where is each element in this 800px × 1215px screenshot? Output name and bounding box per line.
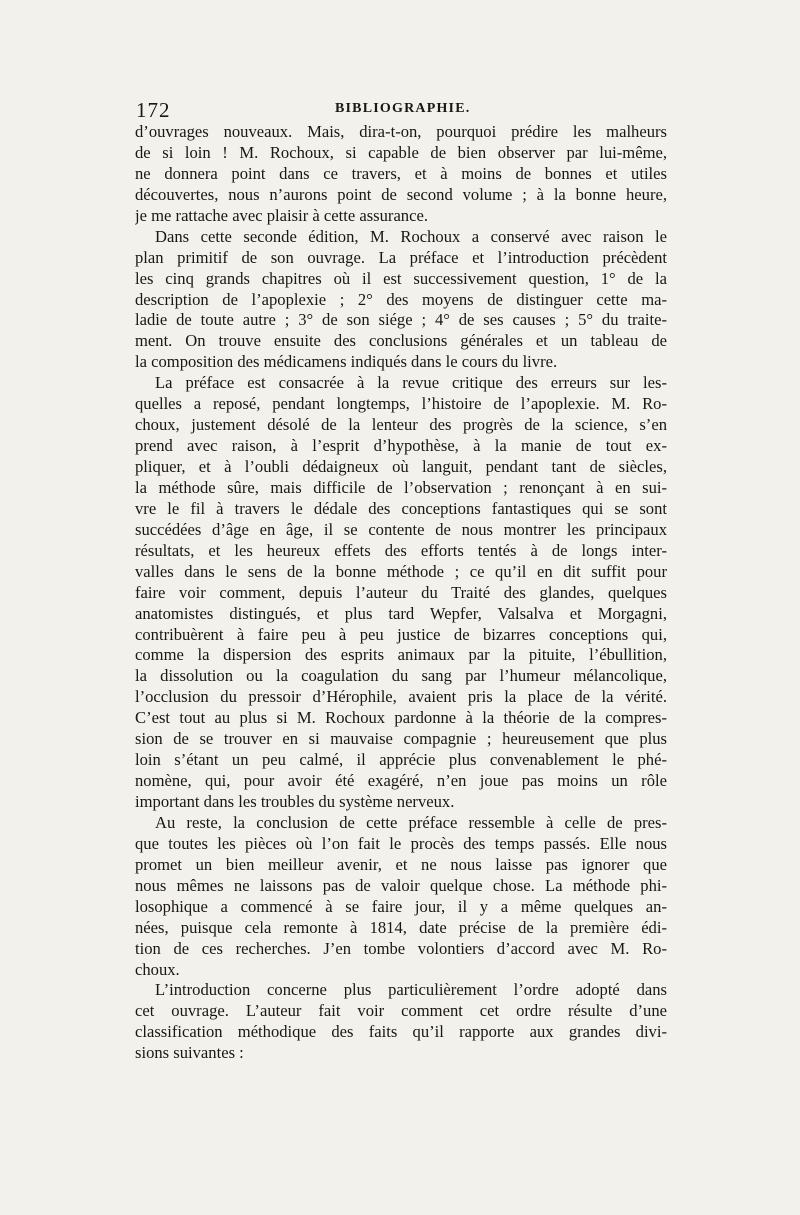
text-line: la méthode sûre, mais difficile de l’observation ; renonçant à en sui-	[135, 477, 667, 497]
text-line: que toutes les pièces où l’on fait le procès des temps passés. Elle nous	[135, 833, 667, 853]
text-line: cet ouvrage. L’auteur fait voir comment cet ordre résulte d’une	[135, 1001, 667, 1021]
text-line: ne donnera point dans ce travers, et à moins de bonnes et utiles	[135, 163, 667, 183]
text-line: plan primitif de son ouvrage. La préface et l’introduction précèdent	[135, 247, 667, 267]
text-line: quelles a reposé, pendant longtemps, l’histoire de l’apoplexie. M. Ro-	[135, 394, 667, 414]
text-line: résultats, et les heureux effets des efforts tentés à de longs inter-	[135, 540, 667, 560]
text-line: losophique a commencé à se faire jour, il y a même quelques an-	[135, 896, 667, 916]
text-line: de si loin ! M. Rochoux, si capable de bien observer par lui-même,	[135, 142, 667, 162]
page-header	[136, 98, 666, 122]
text-line: vre le fil à travers le dédale des conceptions fantastiques qui se sont	[135, 498, 667, 518]
running-head: BIBLIOGRAPHIE.	[335, 101, 471, 116]
text-line: promet un bien meilleur avenir, et ne nous laisse pas ignorer que	[135, 854, 667, 874]
text-line: l’occlusion du pressoir d’Hérophile, avaient pris la place de la vérité.	[135, 687, 667, 707]
body-text	[135, 122, 667, 1064]
text-line: choux.	[135, 959, 180, 979]
text-line: nées, puisque cela remonte à 1814, date précise de la première édi-	[135, 917, 667, 937]
text-line: les cinq grands chapitres où il est successivement question, 1° de la	[135, 268, 667, 288]
text-line: contribuèrent à faire peu à peu justice de bizarres conceptions qui,	[135, 624, 667, 644]
text-line: nous mêmes ne laissons pas de valoir quelque chose. La méthode phi-	[135, 875, 667, 895]
text-line: ment. On trouve ensuite des conclusions générales et un tableau de	[135, 331, 667, 351]
text-line: la dissolution ou la coagulation du sang par l’humeur mélancolique,	[135, 666, 667, 686]
text-line: découvertes, nous n’aurons point de second volume ; à la bonne heure,	[135, 184, 667, 204]
text-line: faire voir comment, depuis l’auteur du Traité des glandes, quelques	[135, 582, 667, 602]
text-line: je me rattache avec plaisir à cette assurance.	[135, 205, 428, 225]
text-line: description de l’apoplexie ; 2° des moyens de distinguer cette ma-	[135, 289, 667, 309]
text-line: comme la dispersion des esprits animaux par la pituite, l’ébullition,	[135, 645, 667, 665]
text-line: La préface est consacrée à la revue critique des erreurs sur les-	[155, 373, 667, 393]
page-number: 172	[136, 98, 171, 122]
text-line: prend avec raison, à l’esprit d’hypothèse, à la manie de tout ex-	[135, 436, 667, 456]
text-line: anatomistes distingués, et plus tard Wepfer, Valsalva et Morgagni,	[135, 603, 667, 623]
text-line: important dans les troubles du système nerveux.	[135, 792, 455, 811]
text-line: valles dans le sens de la bonne méthode ; ce qu’il en dit suffit pour	[135, 561, 667, 581]
text-line: classification méthodique des faits qu’il rapporte aux grandes divi-	[135, 1022, 667, 1042]
text-line: tion de ces recherches. J’en tombe volontiers d’accord avec M. Ro-	[135, 938, 667, 958]
text-line: pliquer, et à l’oubli dédaigneux où languit, pendant tant de siècles,	[135, 457, 667, 476]
text-line: sion de se trouver en si mauvaise compagnie ; heureusement que plus	[135, 729, 667, 749]
text-line: Dans cette seconde édition, M. Rochoux a conservé avec raison le	[155, 226, 667, 246]
text-line: sions suivantes :	[135, 1043, 244, 1063]
text-line: ladie de toute autre ; 3° de son siége ; 4° de ses causes ; 5° du traite-	[135, 310, 667, 330]
text-line: nomène, qui, pour avoir été exagéré, n’en joue pas moins un rôle	[135, 771, 667, 791]
text-line: C’est tout au plus si M. Rochoux pardonne à la théorie de la compres-	[135, 708, 667, 728]
text-line: L’introduction concerne plus particulièrement l’ordre adopté dans	[155, 980, 667, 1000]
text-line: choux, justement désolé de la lenteur des progrès de la science, s’en	[135, 415, 667, 435]
text-line: succédées d’âge en âge, il se contente de nous montrer les principaux	[135, 519, 667, 539]
text-line: Au reste, la conclusion de cette préface ressemble à celle de pres-	[155, 812, 667, 832]
text-line: d’ouvrages nouveaux. Mais, dira-t-on, pourquoi prédire les malheurs	[135, 122, 667, 141]
text-line: loin s’étant un peu calmé, il apprécie plus convenablement le phé-	[135, 750, 667, 770]
text-line: la composition des médicamens indiqués dans le cours du livre.	[135, 352, 558, 372]
